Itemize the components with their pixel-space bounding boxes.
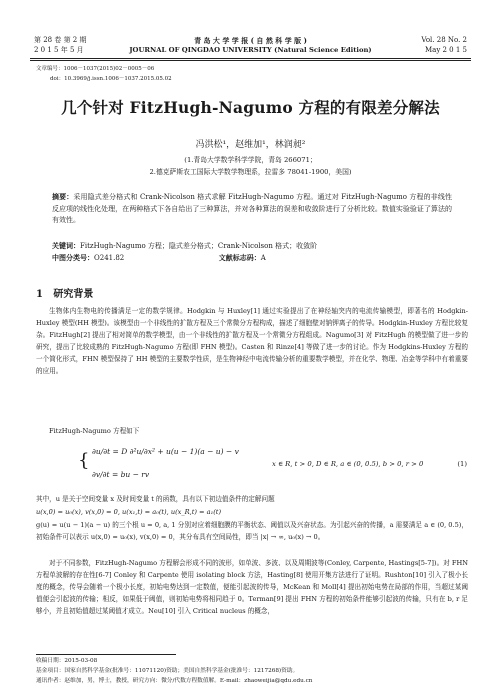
equation-rhs-2: = bu − rv <box>111 470 150 479</box>
initial-boundary-conditions: u(x,0) = u₀(x), v(x,0) = 0, u(x₁,t) = a₀(t), u(x_R,t) = a₁(t) <box>36 508 222 516</box>
abstract <box>52 191 452 227</box>
equation-lhs-1: ∂u/∂t <box>92 447 111 456</box>
equation-lhs-2: ∂v/∂t <box>92 470 110 479</box>
keywords <box>52 240 452 253</box>
keywords-text: FitzHugh-Nagumo 方程；隐式差分格式；Crank-Nicolson 格式；收敛阶 <box>80 242 318 250</box>
date-en: May 2 0 1 5 <box>424 46 467 54</box>
equation-line-1 <box>92 447 239 456</box>
section-heading <box>36 285 93 300</box>
doi: doi：10.3969/j.issn.1006－1037.2015.05.02 <box>50 76 172 82</box>
abstract-label: 摘要： <box>52 192 74 201</box>
volume-issue: 第 28 卷 第 2 期 <box>34 36 87 44</box>
equation-conditions: x ∈ R, t > 0, D ∈ R, a ∈ (0, 0.5), b > 0, r > 0 <box>272 460 424 468</box>
footnote-author: 通讯作者：赵维加，男，博士，教授，研究方向：微分/代数方程数值解。E-mail：zhaoweijia@qdu.edu.cn <box>36 678 313 684</box>
abstract-text: 采用隐式差分格式和 Crank-Nicolson 格式求解 FitzHugh-Nagumo 方程。通过对 FitzHugh-Nagumo 方程的非线性反应项的线性化处理，在两种格式下各自给出了三种算法，并对各种算法的误差和收敛阶进行了分析比较。数值实验验证了算法的有效性。 <box>52 193 453 224</box>
equation-lead: FitzHugh-Nagumo 方程如下 <box>49 427 140 435</box>
footnote-fund: 基金项目：国家自然科学基金(批准号：11071120)资助；美国自然科学基金(批准号：1217268)资助。 <box>36 668 299 674</box>
equation-line-2 <box>92 470 149 479</box>
issue-date: 2 0 1 5 年 5 月 <box>34 46 84 54</box>
equation-rhs-1: = D ∂²u/∂x² + u(u − 1)(a − u) − v <box>112 447 239 456</box>
vol-no-en: Vol. 28 No. 2 <box>421 36 467 44</box>
equation-number: (1) <box>457 460 467 468</box>
section-number: 1 <box>36 289 43 300</box>
footnote-rule <box>36 654 176 655</box>
clc-code: O241.82 <box>94 254 125 262</box>
doc-code-label: 文献标志码： <box>218 253 261 262</box>
journal-name-en: JOURNAL OF QINGDAO UNIVERSITY (Natural Science Edition) <box>129 46 372 54</box>
section-title: 研究背景 <box>53 289 94 300</box>
keywords-label: 关键词： <box>52 241 80 250</box>
clc-label: 中图分类号： <box>52 253 94 262</box>
journal-name-cn: 青 岛 大 学 学 报 ( 自 然 科 学 版 ) <box>194 36 307 45</box>
header-rule-2 <box>30 60 471 61</box>
article-id: 文章编号：1006－1037(2015)02－0005－06 <box>36 66 155 72</box>
affiliation-1: (1.青岛大学数学科学学院，青岛 266071； <box>184 156 317 164</box>
body-paragraph-3: 其中，u 是关于空间变量 x 及时间变量 t 的函数，具有以下初边值条件的定解问题 <box>36 495 275 503</box>
authors: 冯洪松¹，赵维加¹，林润昶² <box>195 140 306 150</box>
body-paragraph-5: 对于不同参数，FitzHugh-Nagumo 方程解会形成不同的波形，如单波、多波、以及周期波等(Conley, Carpente, Hastings[5-7])。对 FHN 方程单波解的存在性[6-7] Conley 和 Carpente 使用 isolating block 方法，Hasting[8] 使用开集方法进行了证明。Rushton[10] 引入了极小长度的概念，传导会随着一个极小长度，初始电势达到一定数值，便能引起波的传导，McKean 和 Moll[4] 提出初始电势在局部的作用，当超过某阈值便会引起波的传输；相反，如果低于阈值，则初始电势将相同趋于 0。Terman[9] 提出 FHN 方程的初始条件能够引起波的传输，只有在 b, r 足够小，并且初始值超过某阈值才成立。Neu[10] 引入 Critical nucleus 的概念， <box>36 559 468 615</box>
body-paragraph-1: 生物体内生物电的传播满足一定的数学规律。Hodgkin 与 Huxley[1] 通过实验提出了在神经轴突内的电流传输模型，即著名的 Hodgkin-Huxley 模型(HH 模型)。该模型由一个非线性的扩散方程及三个常微分方程构成，描述了细胞壁对钠钾离子的传导。Hodgkin-Huxley 方程比较复杂。FitzHugh[2] 提出了相对简单的数学模型，由一个非线性的扩散方程及一个常微分方程组成。Nagumo[3] 对 FitzHugh 的模型做了进一步的研究，提出了比较成熟的 FitzHugh-Nagumo 方程(即 FHN 模型)。Casten 和 Rinze[4] 等做了进一步的讨论。作为 Hodgkins-Huxley 方程的一个简化形式，FHN 模型保持了 HH 模型的主要数学性质，是生物神经中电流传输分析的重要数学模型，并在化学、物理、冶金等学科中有着重要的应用。 <box>36 307 468 375</box>
affiliation-2: 2.德克萨斯农工国际大学数学物理系，拉雷多 78041-1900，美国) <box>149 168 352 176</box>
body-paragraph-4: g(u) = u(u − 1)(a − u) 的三个根 u = 0, a, 1 分别对应着细胞膜的平衡状态、阈值以及兴奋状态。为引起兴奋的传播，a 需要满足 a ∈ (0, 0.5)，初始条件可以表示 u(x,0) = u₀(x), v(x,0) = 0，其分布具有空间局性，即当 |x| → ∞, u₀(x) → 0。 <box>36 521 468 541</box>
equation-brace: { <box>78 450 90 471</box>
footnote-received: 收稿日期：2015-03-08 <box>36 658 98 664</box>
doc-code: A <box>260 254 266 262</box>
header-rule <box>30 58 471 59</box>
classification <box>52 252 452 265</box>
article-title: 几个针对 FitzHugh-Nagumo 方程的有限差分解法 <box>61 98 440 117</box>
